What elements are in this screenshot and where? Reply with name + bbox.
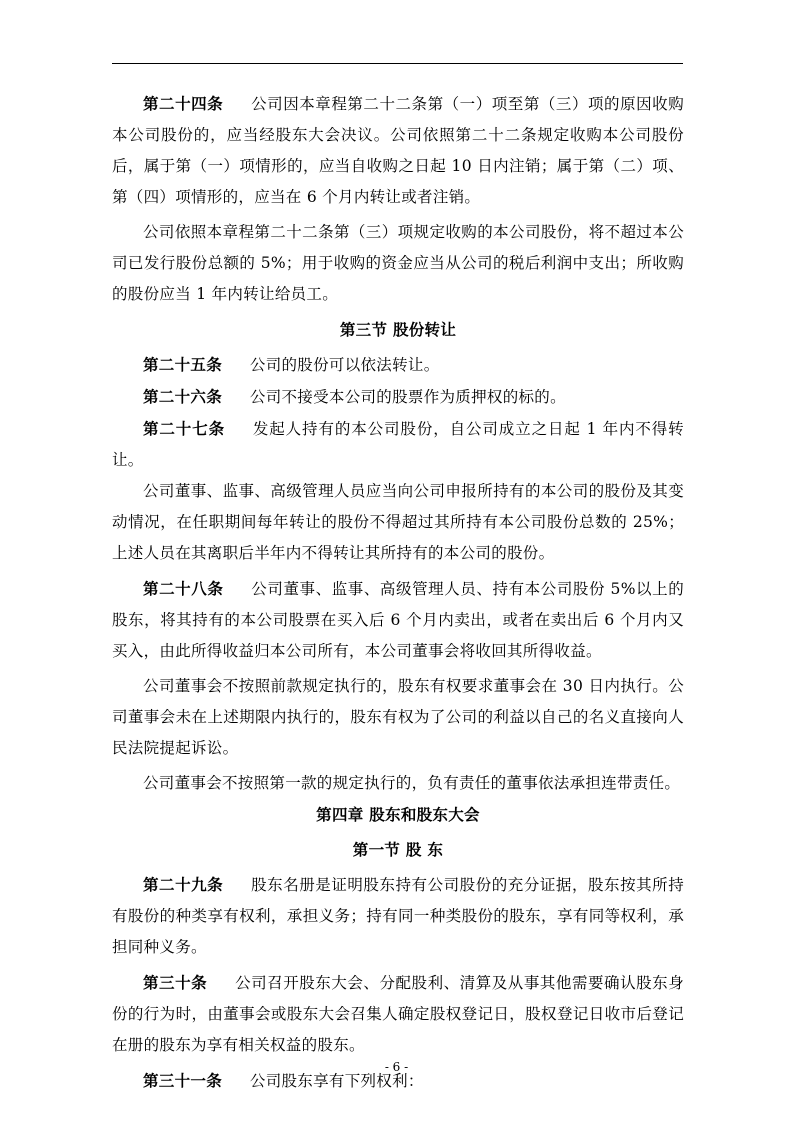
article-number: 第三十一条 <box>143 1071 223 1090</box>
document-body <box>112 88 684 1101</box>
article-text: 公司不接受本公司的股票作为质押权的标的。 <box>249 388 566 406</box>
article-text: 公司召开股东大会、分配股利、清算及从事其他需要确认股东身份的行为时，由董事会或股东大会召集人确定股权登记日，股权登记日收市后登记在册的股东为享有相关权益的股东。 <box>112 974 684 1054</box>
article-30 <box>112 967 684 1061</box>
article-number: 第二十八条 <box>143 579 224 598</box>
paragraph: 公司依照本章程第二十二条第（三）项规定收购的本公司股份，将不超过本公司已发行股份总额的 5%；用于收购的资金应当从公司的税后利润中支出；所收购的股份应当 1 年内转让给员工。 <box>112 223 684 303</box>
header-rule <box>112 63 683 64</box>
article-text: 发起人持有的本公司股份，自公司成立之日起 1 年内不得转让。 <box>112 420 684 469</box>
article-27 <box>112 413 684 476</box>
article-text: 公司因本章程第二十二条第（一）项至第（三）项的原因收购本公司股份的，应当经股东大会决议。公司依照第二十二条规定收购本公司股份后，属于第（一）项情形的，应当自收购之日起 10 日内注销；属于第（二）项、第（四）项情形的，应当在 6 个月内转让或者注销。 <box>112 95 684 206</box>
article-text: 公司股东享有下列权利： <box>249 1072 424 1090</box>
chapter-heading: 第四章 股东和股东大会 <box>316 805 480 824</box>
article-28 <box>112 573 684 667</box>
article-text: 公司董事、监事、高级管理人员、持有本公司股份 5%以上的股东，将其持有的本公司股票在买入后 6 个月内卖出，或者在卖出后 6 个月内又买入，由此所得收益归本公司所有，本公司董事会将收回其所得收益。 <box>112 580 684 660</box>
section-heading: 第三节 股份转让 <box>339 320 457 339</box>
paragraph: 公司董事会不按照第一款的规定执行的，负有责任的董事依法承担连带责任。 <box>143 774 681 792</box>
article-text: 股东名册是证明股东持有公司股份的充分证据，股东按其所持有股份的种类享有权利，承担义务；持有同一种类股份的股东，享有同等权利，承担同种义务。 <box>112 876 684 956</box>
article-number: 第三十条 <box>143 973 208 992</box>
article-number: 第二十九条 <box>143 875 224 894</box>
article-24 <box>112 88 684 213</box>
article-number: 第二十四条 <box>143 94 224 113</box>
article-number: 第二十五条 <box>143 355 223 374</box>
article-text: 公司的股份可以依法转让。 <box>249 356 440 374</box>
section-heading: 第一节 股 东 <box>352 840 444 859</box>
article-29 <box>112 869 684 963</box>
article-number: 第二十七条 <box>143 419 225 438</box>
article-26 <box>112 381 684 413</box>
article-number: 第二十六条 <box>143 387 223 406</box>
page-number: - 6 - <box>384 1060 409 1074</box>
article-25 <box>112 349 684 381</box>
paragraph: 公司董事、监事、高级管理人员应当向公司申报所持有的本公司的股份及其变动情况，在任职期间每年转让的股份不得超过其所持有本公司股份总数的 25%；上述人员在其离职后半年内不得转让其所持有的本公司的股份。 <box>112 482 684 562</box>
paragraph: 公司董事会不按照前款规定执行的，股东有权要求董事会在 30 日内执行。公司董事会未在上述期限内执行的，股东有权为了公司的利益以自己的名义直接向人民法院提起诉讼。 <box>112 677 684 757</box>
